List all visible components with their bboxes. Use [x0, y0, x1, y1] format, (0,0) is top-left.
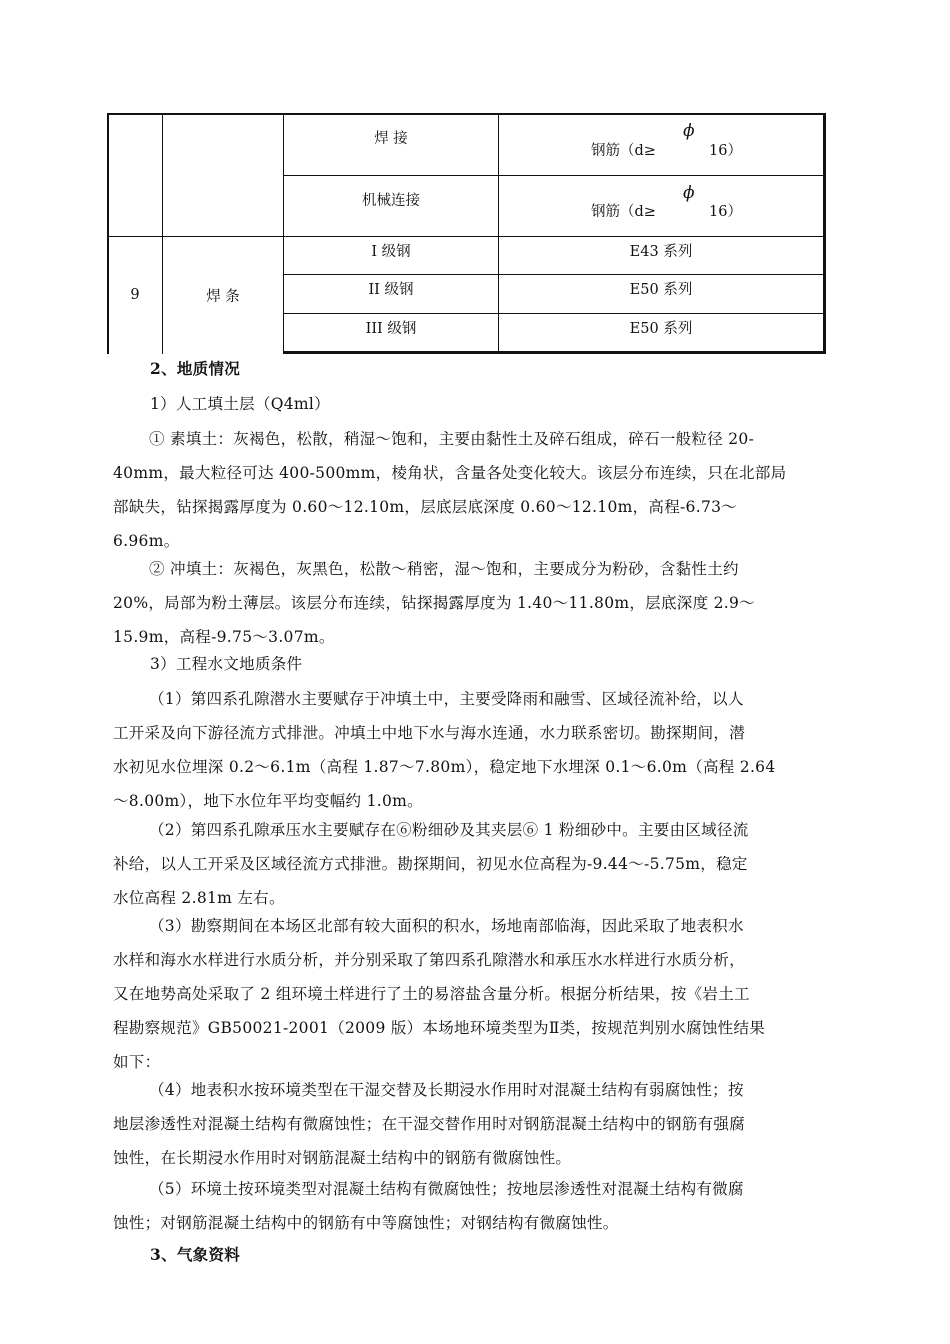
text-line: 程勘察规范》GB50021-2001（2009 版）本场地环境类型为Ⅱ类，按规范判别水腐蚀性结果	[113, 1019, 766, 1037]
section-heading-geology: 2、地质情况	[150, 359, 241, 378]
subheading-fill-layer: 1）人工填土层（Q4ml）	[150, 395, 330, 413]
text-line: 蚀性，在长期浸水作用时对钢筋混凝土结构中的钢筋有微腐蚀性。	[113, 1149, 572, 1167]
text-line: ② 冲填土：灰褐色，灰黑色，松散～稍密，湿～饱和，主要成分为粉砂，含黏性土约	[149, 560, 739, 578]
paragraph-soil-corrosion	[113, 1172, 879, 1240]
table-cell-method: 机械连接	[362, 192, 420, 209]
subheading-hydrogeology: 3）工程水文地质条件	[150, 655, 303, 673]
table-cell-size: 16）	[709, 142, 742, 159]
table-cell-electrode: E43 系列	[629, 243, 693, 260]
table-border-top	[107, 113, 825, 115]
text-line: 补给，以人工开采及区域径流方式排泄。勘探期间，初见水位高程为-9.44～-5.75m，稳定	[113, 855, 748, 873]
text-line: 蚀性；对钢筋混凝土结构中的钢筋有中等腐蚀性；对钢结构有微腐蚀性。	[113, 1214, 619, 1232]
text-line: 6.96m。	[113, 532, 180, 550]
phi-symbol: ϕ	[683, 183, 695, 203]
text-line: 15.9m，高程-9.75～3.07m。	[113, 628, 335, 646]
text-line: 部缺失，钻探揭露厚度为 0.60～12.10m，层底层底深度 0.60～12.10m，高程-6.73～	[113, 498, 738, 516]
text-line: （1）第四系孔隙潜水主要赋存于冲填土中，主要受降雨和融雪、区域径流补给，以人	[149, 690, 744, 708]
table-row-line-1	[283, 175, 825, 176]
paragraph-hydraulic-fill	[113, 552, 879, 654]
text-line: 20%，局部为粉土薄层。该层分布连续，钻探揭露厚度为 1.40～11.80m，层底深度 2.9～	[113, 594, 755, 612]
table-cell-grade: I 级钢	[371, 243, 411, 260]
material-table	[107, 113, 825, 354]
text-line: 地层渗透性对混凝土结构有微腐蚀性；在干湿交替作用时对钢筋混凝土结构中的钢筋有强腐	[113, 1115, 746, 1133]
table-cell-method: 焊 接	[374, 130, 408, 147]
text-line: （3）勘察期间在本场区北部有较大面积的积水，场地南部临海，因此采取了地表积水	[149, 917, 744, 935]
table-cell-group-name: 焊 条	[206, 288, 240, 305]
text-line: 水初见水位埋深 0.2～6.1m（高程 1.87～7.80m），稳定地下水埋深 0.1～6.0m（高程 2.64	[113, 758, 776, 776]
table-cell-rebar: 钢筋（d≥	[591, 142, 656, 159]
text-line: （5）环境土按环境类型对混凝土结构有微腐蚀性；按地层渗透性对混凝土结构有微腐	[149, 1180, 744, 1198]
text-line: （4）地表积水按环境类型在干湿交替及长期浸水作用时对混凝土结构有弱腐蚀性；按	[149, 1081, 744, 1099]
table-cell-electrode: E50 系列	[629, 320, 693, 337]
table-border-right	[823, 113, 826, 354]
paragraph-phreatic-water	[113, 682, 879, 818]
table-cell-rebar: 钢筋（d≥	[591, 203, 656, 220]
text-line: 又在地势高处采取了 2 组环境土样进行了土的易溶盐含量分析。根据分析结果，按《岩土工	[113, 985, 750, 1003]
paragraph-surface-water-corrosion	[113, 1073, 879, 1175]
paragraph-confined-water	[113, 813, 879, 915]
text-line: （2）第四系孔隙承压水主要赋存在⑥粉细砂及其夹层⑥ 1 粉细砂中。主要由区域径流	[149, 821, 749, 839]
paragraph-plain-fill	[113, 422, 879, 558]
text-line: ① 素填土：灰褐色，松散，稍湿～饱和，主要由黏性土及碎石组成，碎石一般粒径 20-	[149, 430, 755, 448]
text-line: 如下：	[113, 1053, 161, 1071]
text-line: 水位高程 2.81m 左右。	[113, 889, 285, 907]
phi-symbol: ϕ	[683, 121, 695, 141]
text-line: 水样和海水水样进行水质分析，并分别采取了第四系孔隙潜水和承压水水样进行水质分析，	[113, 951, 746, 969]
table-cell-grade: II 级钢	[368, 281, 414, 298]
table-cell-index: 9	[130, 287, 140, 303]
text-line: 工开采及向下游径流方式排泄。冲填土中地下水与海水连通，水力联系密切。勘探期间，潜	[113, 724, 746, 742]
table-cell-electrode: E50 系列	[629, 281, 693, 298]
paragraph-water-sampling	[113, 909, 879, 1079]
text-line: 40mm，最大粒径可达 400-500mm，棱角状，含量各处变化较大。该层分布连续，只在北部局	[113, 464, 787, 482]
section-heading-weather: 3、气象资料	[150, 1245, 241, 1264]
text-line: ～8.00m），地下水位年平均变幅约 1.0m。	[113, 792, 423, 810]
table-cell-size: 16）	[709, 203, 742, 220]
table-cell-grade: III 级钢	[365, 320, 417, 337]
